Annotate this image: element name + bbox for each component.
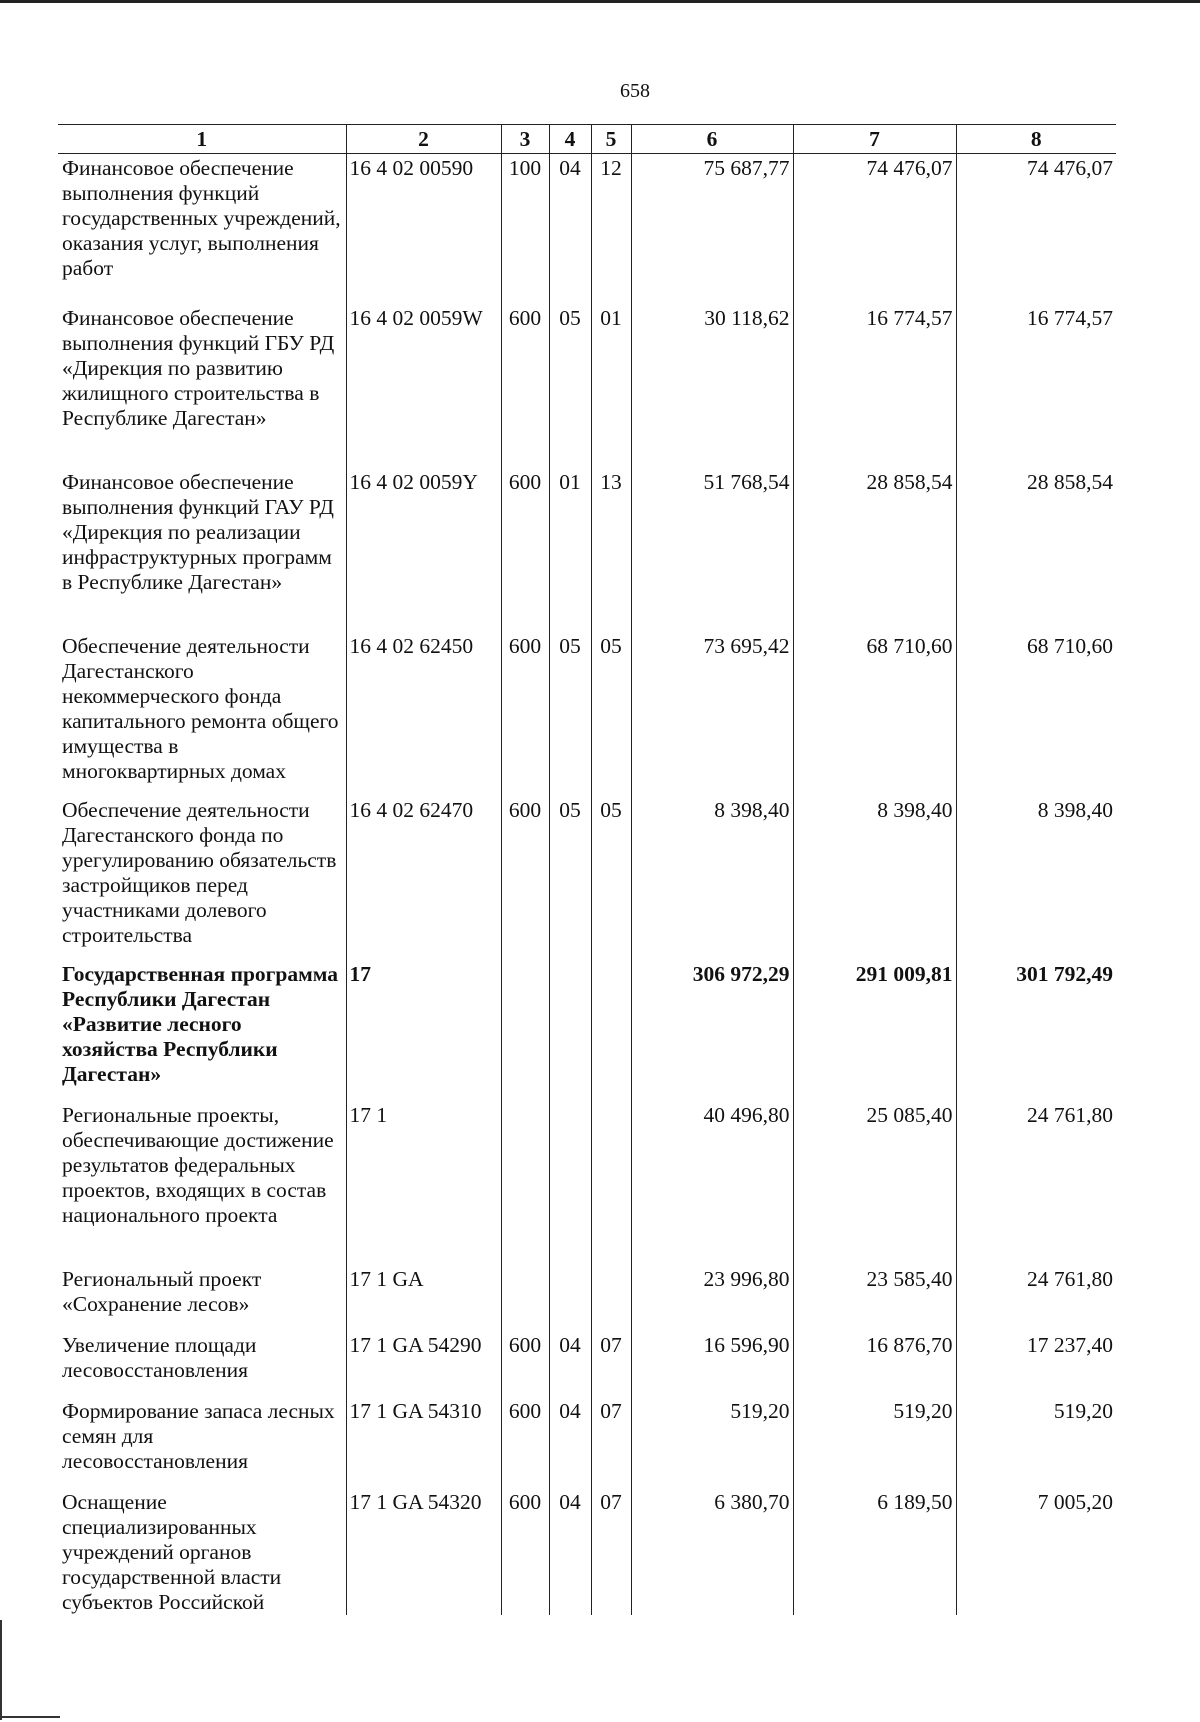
row-amount-col8: 7 005,20 xyxy=(956,1488,1116,1615)
row-expense-type xyxy=(501,1265,549,1331)
row-amount-col6: 40 496,80 xyxy=(631,1101,793,1265)
column-header: 6 xyxy=(631,125,793,154)
row-amount-col7: 519,20 xyxy=(793,1397,956,1488)
row-code: 17 1 GA 54310 xyxy=(346,1397,501,1488)
row-amount-col7: 25 085,40 xyxy=(793,1101,956,1265)
row-code: 17 1 GA 54320 xyxy=(346,1488,501,1615)
table-row xyxy=(58,468,1116,632)
row-section: 04 xyxy=(549,1397,591,1488)
row-expense-type xyxy=(501,1101,549,1265)
row-section: 05 xyxy=(549,632,591,796)
row-name: Увеличение площади лесовосстановления xyxy=(62,1332,257,1382)
row-amount-col7: 16 774,57 xyxy=(793,304,956,468)
row-section xyxy=(549,1101,591,1265)
row-amount-col6: 73 695,42 xyxy=(631,632,793,796)
row-amount-col8: 28 858,54 xyxy=(956,468,1116,632)
row-amount-col6: 6 380,70 xyxy=(631,1488,793,1615)
column-header: 2 xyxy=(346,125,501,154)
column-header: 8 xyxy=(956,125,1116,154)
row-code: 16 4 02 0059Y xyxy=(346,468,501,632)
table-header-row xyxy=(58,125,1116,154)
row-amount-col8: 519,20 xyxy=(956,1397,1116,1488)
row-expense-type xyxy=(501,960,549,1101)
column-header: 5 xyxy=(591,125,631,154)
table-row xyxy=(58,1397,1116,1488)
row-amount-col8: 301 792,49 xyxy=(956,960,1116,1101)
row-subsection: 07 xyxy=(591,1331,631,1397)
row-name: Финансовое обеспечение выполнения функций ГБУ РД «Дирекция по развитию жилищного строительства в Республике Дагестан» xyxy=(62,305,335,430)
table-row xyxy=(58,1488,1116,1615)
row-amount-col6: 23 996,80 xyxy=(631,1265,793,1331)
row-expense-type: 600 xyxy=(501,1397,549,1488)
row-amount-col6: 8 398,40 xyxy=(631,796,793,960)
row-code: 16 4 02 62470 xyxy=(346,796,501,960)
row-amount-col8: 24 761,80 xyxy=(956,1101,1116,1265)
table-row xyxy=(58,960,1116,1101)
top-rule xyxy=(0,0,1200,3)
row-code: 16 4 02 00590 xyxy=(346,154,501,304)
row-expense-type: 600 xyxy=(501,1488,549,1615)
row-name: Региональный проект «Сохранение лесов» xyxy=(62,1266,262,1316)
row-amount-col6: 51 768,54 xyxy=(631,468,793,632)
row-section xyxy=(549,960,591,1101)
row-expense-type: 600 xyxy=(501,796,549,960)
page-number: 658 xyxy=(620,80,650,102)
row-subsection xyxy=(591,1101,631,1265)
column-header: 7 xyxy=(793,125,956,154)
row-amount-col7: 28 858,54 xyxy=(793,468,956,632)
row-expense-type: 600 xyxy=(501,632,549,796)
row-name: Формирование запаса лесных семян для лесовосстановления xyxy=(62,1398,335,1473)
row-expense-type: 600 xyxy=(501,468,549,632)
row-amount-col6: 75 687,77 xyxy=(631,154,793,304)
row-subsection xyxy=(591,1265,631,1331)
row-section xyxy=(549,1265,591,1331)
row-code: 16 4 02 0059W xyxy=(346,304,501,468)
row-section: 01 xyxy=(549,468,591,632)
row-section: 04 xyxy=(549,1331,591,1397)
row-amount-col7: 74 476,07 xyxy=(793,154,956,304)
row-amount-col7: 23 585,40 xyxy=(793,1265,956,1331)
row-section: 05 xyxy=(549,304,591,468)
table-row xyxy=(58,632,1116,796)
row-amount-col7: 16 876,70 xyxy=(793,1331,956,1397)
row-amount-col8: 17 237,40 xyxy=(956,1331,1116,1397)
row-amount-col7: 68 710,60 xyxy=(793,632,956,796)
row-subsection: 12 xyxy=(591,154,631,304)
row-code: 17 1 GA xyxy=(346,1265,501,1331)
row-section: 04 xyxy=(549,154,591,304)
column-header: 3 xyxy=(501,125,549,154)
row-amount-col8: 24 761,80 xyxy=(956,1265,1116,1331)
table-row xyxy=(58,1101,1116,1265)
row-amount-col6: 306 972,29 xyxy=(631,960,793,1101)
table-row xyxy=(58,154,1116,304)
row-subsection: 13 xyxy=(591,468,631,632)
row-subsection: 05 xyxy=(591,796,631,960)
row-subsection: 01 xyxy=(591,304,631,468)
row-name: Финансовое обеспечение выполнения функций ГАУ РД «Дирекция по реализации инфраструктурных программ в Республике Дагестан» xyxy=(62,469,334,594)
row-subsection: 05 xyxy=(591,632,631,796)
row-amount-col6: 16 596,90 xyxy=(631,1331,793,1397)
row-subsection: 07 xyxy=(591,1488,631,1615)
row-name: Государственная программа Республики Дагестан «Развитие лесного хозяйства Республики Дагестан» xyxy=(62,961,339,1086)
row-amount-col6: 30 118,62 xyxy=(631,304,793,468)
row-amount-col7: 291 009,81 xyxy=(793,960,956,1101)
bottom-margin-rule xyxy=(0,1716,60,1718)
row-code: 17 1 xyxy=(346,1101,501,1265)
left-margin-rule xyxy=(0,1620,2,1720)
row-amount-col8: 74 476,07 xyxy=(956,154,1116,304)
row-section: 05 xyxy=(549,796,591,960)
column-header: 1 xyxy=(58,125,346,154)
row-name: Финансовое обеспечение выполнения функций государственных учреждений, оказания услуг, выполнения работ xyxy=(62,156,341,280)
row-code: 16 4 02 62450 xyxy=(346,632,501,796)
row-amount-col8: 16 774,57 xyxy=(956,304,1116,468)
row-amount-col8: 8 398,40 xyxy=(956,796,1116,960)
table-row xyxy=(58,1265,1116,1331)
row-name: Оснащение специализированных учреждений органов государственной власти субъектов Российской xyxy=(62,1489,282,1614)
column-header: 4 xyxy=(549,125,591,154)
row-name: Обеспечение деятельности Дагестанского фонда по урегулированию обязательств застройщиков перед участниками долевого строительства xyxy=(62,797,337,947)
row-expense-type: 600 xyxy=(501,304,549,468)
row-amount-col6: 519,20 xyxy=(631,1397,793,1488)
row-section: 04 xyxy=(549,1488,591,1615)
row-amount-col8: 68 710,60 xyxy=(956,632,1116,796)
table-row xyxy=(58,1331,1116,1397)
row-subsection: 07 xyxy=(591,1397,631,1488)
row-code: 17 xyxy=(346,960,501,1101)
row-name: Обеспечение деятельности Дагестанского некоммерческого фонда капитального ремонта общего имущества в многоквартирных домах xyxy=(62,633,339,783)
table-row xyxy=(58,796,1116,960)
row-name: Региональные проекты, обеспечивающие достижение результатов федеральных проектов, входящих в состав национального проекта xyxy=(62,1102,334,1227)
row-expense-type: 600 xyxy=(501,1331,549,1397)
table-row xyxy=(58,304,1116,468)
row-subsection xyxy=(591,960,631,1101)
row-amount-col7: 6 189,50 xyxy=(793,1488,956,1615)
budget-table xyxy=(58,124,1116,1615)
row-expense-type: 100 xyxy=(501,154,549,304)
row-amount-col7: 8 398,40 xyxy=(793,796,956,960)
row-code: 17 1 GA 54290 xyxy=(346,1331,501,1397)
